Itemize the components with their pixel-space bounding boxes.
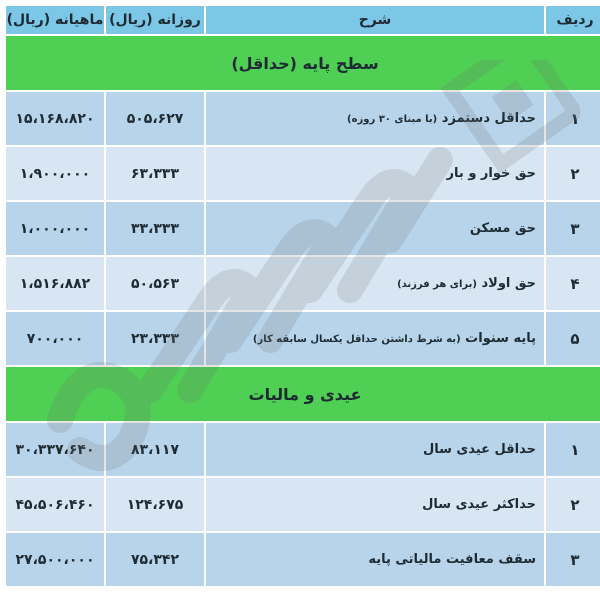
table-row <box>6 533 600 586</box>
row-desc-text: پایه سنوات <box>465 331 536 346</box>
row-desc-text: حداکثر عیدی سال <box>422 497 536 512</box>
row-desc-note: (با مبنای ۳۰ روزه) <box>347 114 438 125</box>
row-desc-text: حداقل عیدی سال <box>422 442 536 457</box>
row-index: ۲ <box>546 147 600 200</box>
row-description <box>206 312 544 365</box>
table-row <box>6 202 600 255</box>
row-monthly: ۷۰۰،۰۰۰ <box>6 312 104 365</box>
row-monthly: ۴۵،۵۰۶،۴۶۰ <box>6 478 104 531</box>
row-daily: ۸۳،۱۱۷ <box>106 423 204 476</box>
row-index: ۳ <box>546 202 600 255</box>
row-desc-note: (به شرط داشتن حداقل یکسال سابقه کار) <box>252 334 461 345</box>
header-monthly: ماهیانه (ریال) <box>6 6 104 34</box>
table-row <box>6 92 600 145</box>
section-title: عیدی و مالیات <box>6 367 600 421</box>
row-desc-text: حق اولاد <box>481 276 536 291</box>
section-header-bonus-tax <box>6 367 600 421</box>
row-daily: ۷۵،۳۴۲ <box>106 533 204 586</box>
table-row <box>6 147 600 200</box>
row-index: ۵ <box>546 312 600 365</box>
row-index: ۱ <box>546 92 600 145</box>
table-row <box>6 478 600 531</box>
row-description <box>206 478 544 531</box>
row-desc-text: حق مسکن <box>469 221 536 236</box>
header-index: ردیف <box>546 6 600 34</box>
row-description <box>206 533 544 586</box>
section-header-base <box>6 36 600 90</box>
row-index: ۴ <box>546 257 600 310</box>
row-index: ۱ <box>546 423 600 476</box>
row-monthly: ۱۵،۱۶۸،۸۲۰ <box>6 92 104 145</box>
header-daily: روزانه (ریال) <box>106 6 204 34</box>
row-daily: ۳۳،۳۳۳ <box>106 202 204 255</box>
row-description <box>206 423 544 476</box>
table-row <box>6 257 600 310</box>
header-row <box>6 6 600 34</box>
header-description: شرح <box>206 6 544 34</box>
row-description <box>206 147 544 200</box>
row-desc-text: سقف معافیت مالیاتی پایه <box>368 552 536 567</box>
row-monthly: ۲۷،۵۰۰،۰۰۰ <box>6 533 104 586</box>
row-index: ۳ <box>546 533 600 586</box>
row-daily: ۵۰،۵۶۳ <box>106 257 204 310</box>
row-desc-note: (برای هر فرزند) <box>397 279 477 290</box>
wage-table <box>4 4 600 588</box>
row-description <box>206 257 544 310</box>
row-daily: ۵۰۵،۶۲۷ <box>106 92 204 145</box>
row-daily: ۱۲۴،۶۷۵ <box>106 478 204 531</box>
row-desc-text: حداقل دستمزد <box>441 111 536 126</box>
row-monthly: ۱،۹۰۰،۰۰۰ <box>6 147 104 200</box>
row-desc-text: حق خوار و بار <box>446 166 536 181</box>
row-description <box>206 92 544 145</box>
row-index: ۲ <box>546 478 600 531</box>
row-description <box>206 202 544 255</box>
row-monthly: ۳۰،۳۳۷،۶۴۰ <box>6 423 104 476</box>
row-monthly: ۱،۵۱۶،۸۸۲ <box>6 257 104 310</box>
section-title: سطح پایه (حداقل) <box>6 36 600 90</box>
table-row <box>6 312 600 365</box>
row-daily: ۶۳،۳۳۳ <box>106 147 204 200</box>
row-monthly: ۱،۰۰۰،۰۰۰ <box>6 202 104 255</box>
row-daily: ۲۳،۳۳۳ <box>106 312 204 365</box>
table-row <box>6 423 600 476</box>
